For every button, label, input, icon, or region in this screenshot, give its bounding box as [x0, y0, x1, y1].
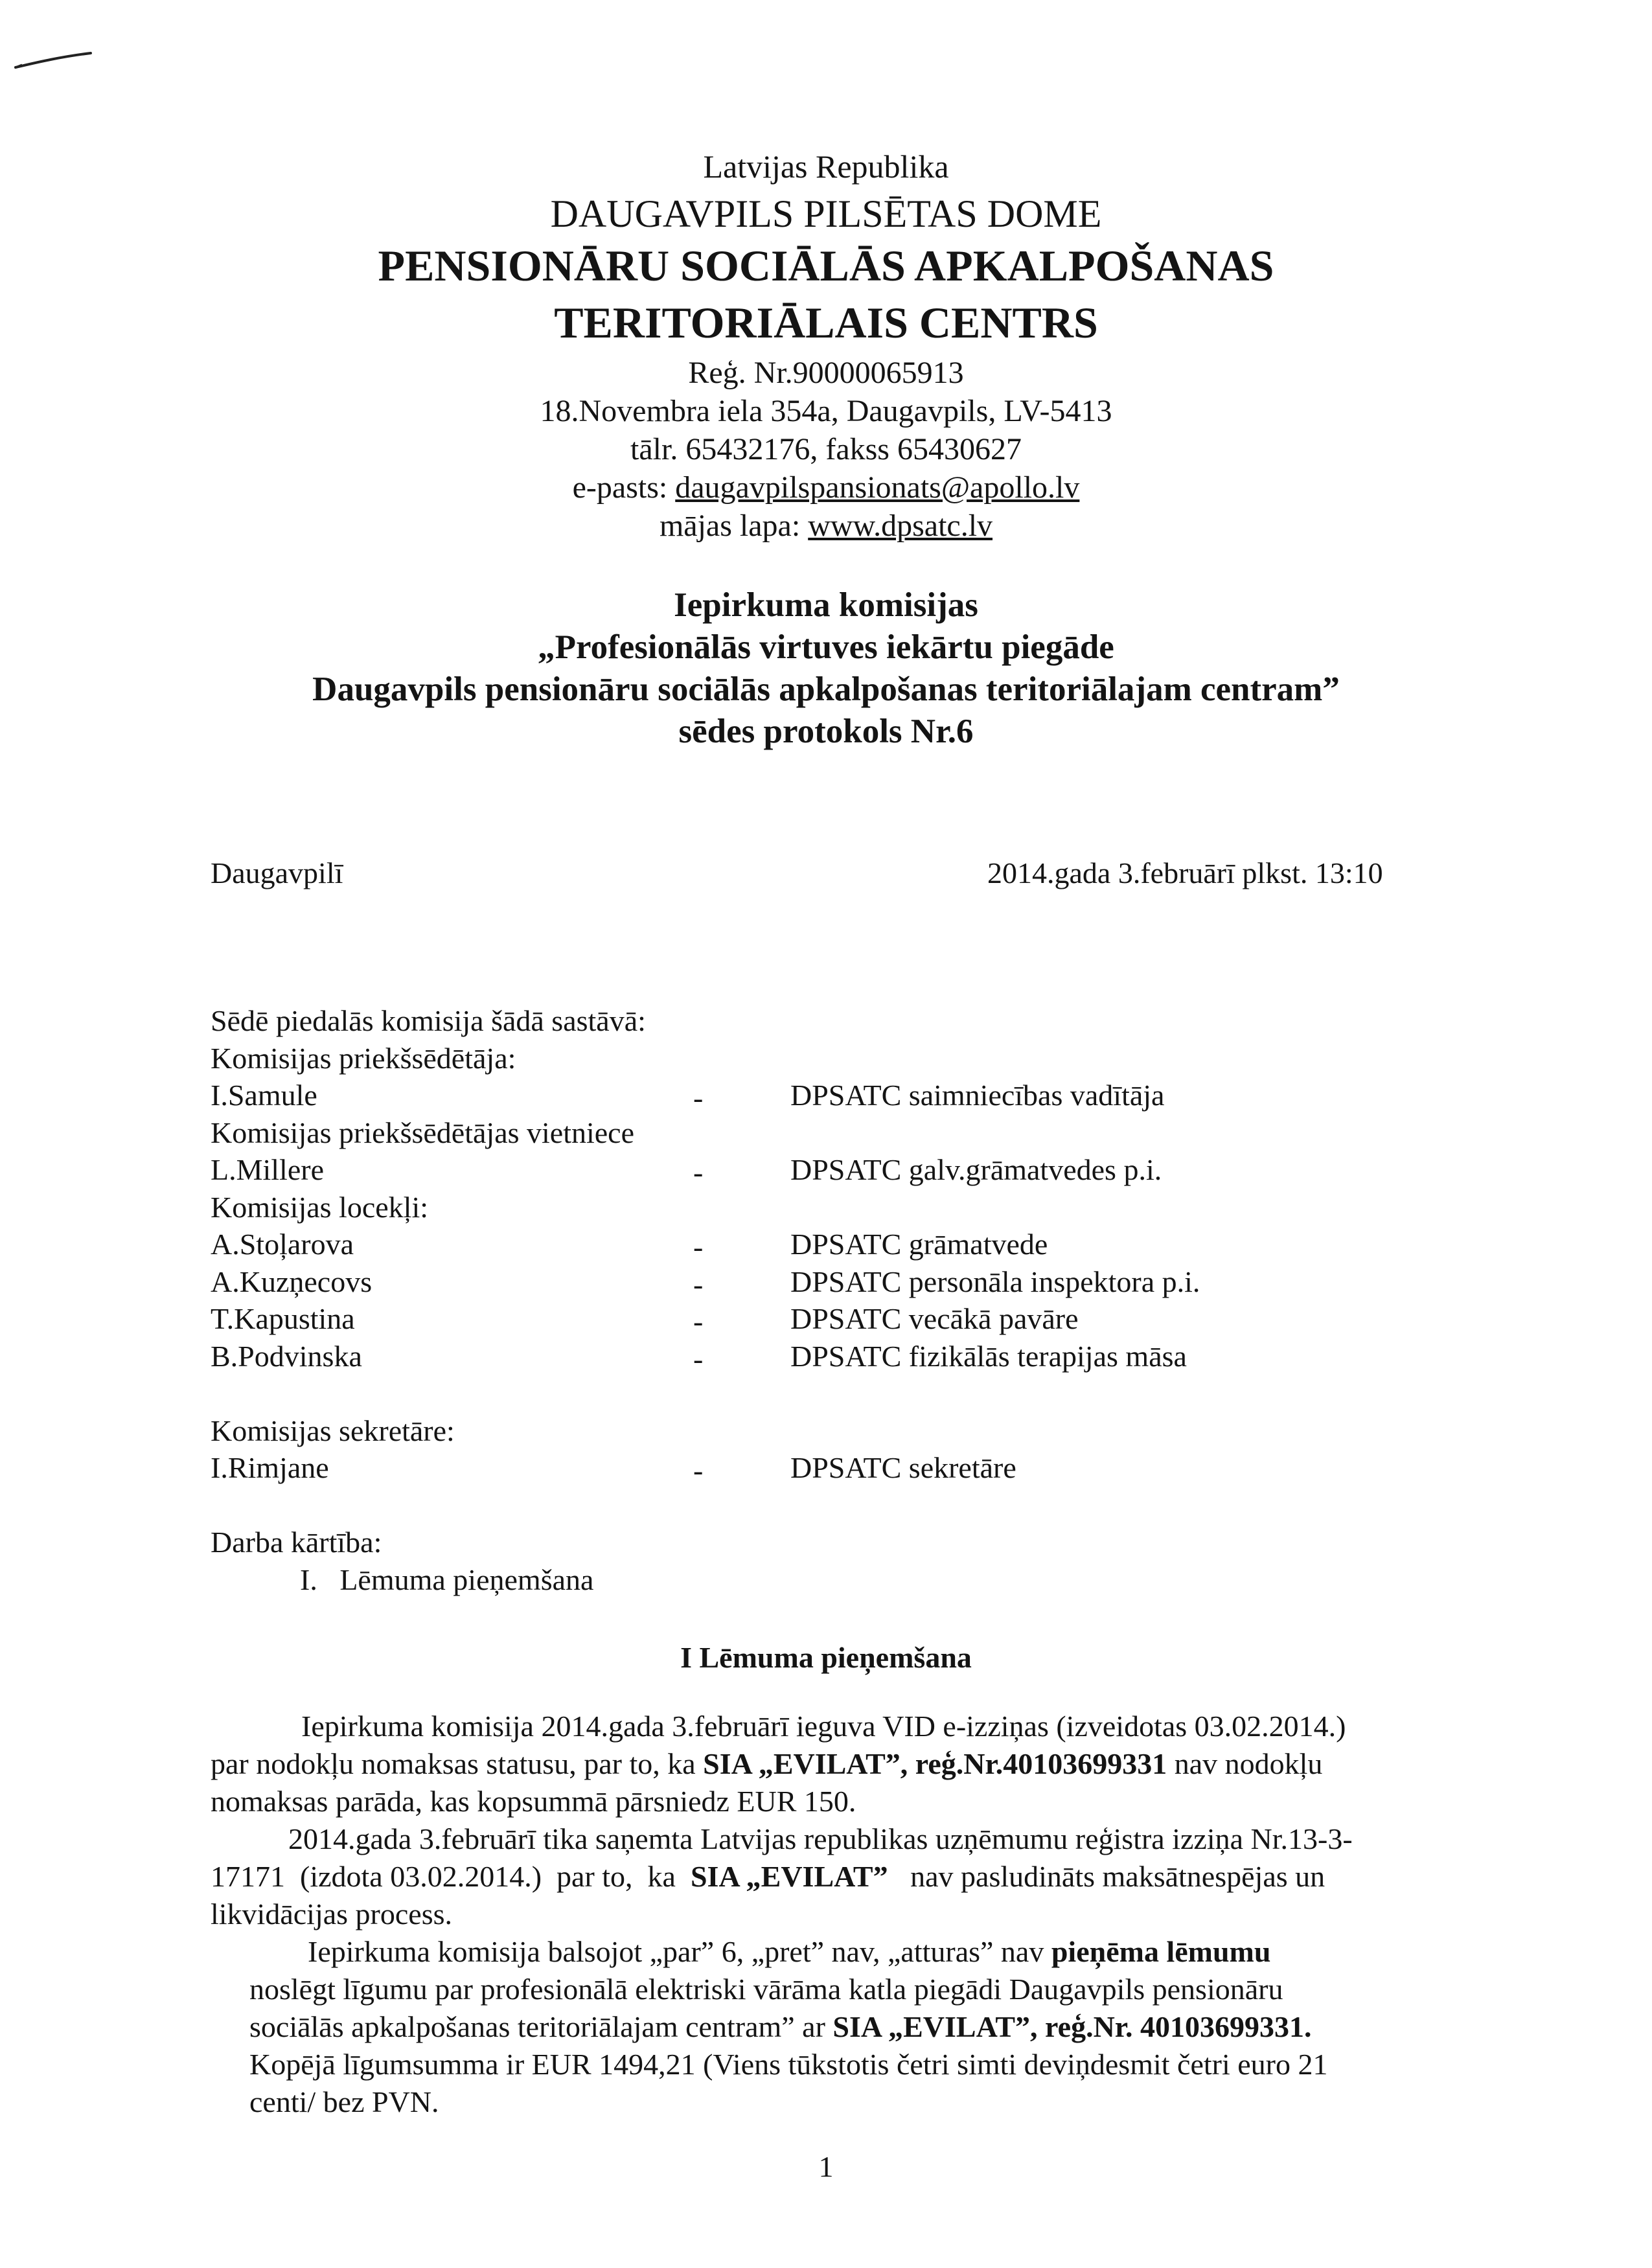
- paragraph-register-statement: [211, 1820, 1353, 1933]
- letterhead-centre-line1: PENSIONĀRU SOCIĀLĀS APKALPOŠANAS: [378, 241, 1274, 290]
- secretary-name: I.Rimjane: [211, 1451, 329, 1484]
- letterhead-centre-line2: TERITORIĀLAIS CENTRS: [554, 298, 1098, 347]
- letterhead-address: 18.Novembra iela 354a, Daugavpils, LV-5413: [540, 394, 1112, 428]
- secretary-dash: -: [693, 1454, 704, 1487]
- date-time: 2014.gada 3.februārī plkst. 13:10: [987, 856, 1383, 889]
- letterhead-phone: tālr. 65432176, fakss 65430627: [630, 432, 1022, 466]
- company-registration: SIA „EVILAT”, reģ.Nr.40103699331: [703, 1747, 1167, 1780]
- page-number: 1: [818, 2150, 834, 2183]
- paragraph-decision: [249, 1933, 1328, 2121]
- company-registration: SIA „EVILAT”, reģ.Nr. 40103699331.: [832, 2010, 1312, 2043]
- paragraph-line: noslēgt līgumu par profesionālā elektriski vārāma katla piegādi Daugavpils pensionāru: [249, 1973, 1283, 2006]
- paragraph-text: 17171 (izdota 03.02.2014.) par to, ka: [211, 1860, 691, 1893]
- vice-name: L.Millere: [211, 1153, 324, 1186]
- chair-role: DPSATC saimniecības vadītāja: [790, 1079, 1165, 1112]
- member-role: DPSATC personāla inspektora p.i.: [790, 1265, 1200, 1298]
- member-name: T.Kapustina: [211, 1302, 355, 1335]
- letterhead-council: DAUGAVPILS PILSĒTAS DOME: [550, 192, 1102, 235]
- title-line-4: sēdes protokols Nr.6: [678, 713, 974, 750]
- paragraph-text: nav pasludināts maksātnespējas un: [888, 1860, 1325, 1893]
- chair-name: I.Samule: [211, 1079, 317, 1112]
- place: Daugavpilī: [211, 856, 343, 889]
- paragraph-line: centi/ bez PVN.: [249, 2085, 439, 2118]
- paragraph-line: Iepirkuma komisija 2014.gada 3.februārī ieguva VID e-izziņas (izveidotas 03.02.2014.): [301, 1710, 1346, 1743]
- web-link[interactable]: www.dpsatc.lv: [808, 509, 993, 543]
- pen-stroke-mark: [6, 39, 97, 71]
- letterhead: [0, 150, 1652, 549]
- paragraph-text: sociālās apkalpošanas teritoriālajam centram” ar: [249, 2010, 833, 2043]
- member-name: B.Podvinska: [211, 1340, 362, 1373]
- member-dash: -: [693, 1305, 704, 1338]
- letterhead-country: Latvijas Republika: [703, 148, 949, 185]
- member-role: DPSATC grāmatvede: [790, 1228, 1048, 1261]
- title-line-2: „Profesionālās virtuves iekārtu piegāde: [538, 628, 1114, 666]
- decision-highlight: pieņēma lēmumu: [1051, 1935, 1271, 1968]
- members-label: Komisijas locekļi:: [211, 1191, 429, 1224]
- paragraph-text: par nodokļu nomaksas statusu, par to, ka: [211, 1747, 704, 1780]
- paragraph-line: nomaksas parāda, kas kopsummā pārsniedz EUR 150.: [211, 1785, 856, 1818]
- paragraph-line: [249, 2008, 1328, 2046]
- member-dash: -: [693, 1342, 704, 1375]
- email-link[interactable]: daugavpilspansionats@apollo.lv: [675, 470, 1080, 505]
- company-name: SIA „EVILAT”: [690, 1860, 888, 1893]
- section-heading: I Lēmuma pieņemšana: [680, 1641, 972, 1674]
- vice-dash: -: [693, 1156, 704, 1189]
- paragraph-vid-statement: [211, 1708, 1346, 1820]
- paragraph-text: nav nodokļu: [1167, 1747, 1323, 1780]
- paragraph-text: Iepirkuma komisija balsojot „par” 6, „pret” nav, „atturas” nav: [308, 1935, 1051, 1968]
- title-line-1: Iepirkuma komisijas: [674, 586, 978, 624]
- chair-dash: -: [693, 1081, 704, 1114]
- member-dash: -: [693, 1230, 704, 1263]
- vice-role: DPSATC galv.grāmatvedes p.i.: [790, 1153, 1162, 1186]
- paragraph-line: Kopējā līgumsumma ir EUR 1494,21 (Viens tūkstotis četri simti deviņdesmit četri euro 21: [249, 2048, 1328, 2081]
- secretary-label: Komisijas sekretāre:: [211, 1414, 455, 1447]
- member-role: DPSATC vecākā pavāre: [790, 1302, 1079, 1335]
- agenda-label: Darba kārtība:: [211, 1526, 382, 1559]
- letterhead-reg-number: Reģ. Nr.90000065913: [688, 356, 964, 390]
- document-title: [0, 588, 1652, 757]
- email-label: e-pasts:: [572, 470, 676, 505]
- paragraph-line: likvidācijas process.: [211, 1897, 453, 1930]
- paragraph-line: [211, 1858, 1353, 1896]
- member-name: A.Stoļarova: [211, 1228, 354, 1261]
- paragraph-line: 2014.gada 3.februārī tika saņemta Latvijas republikas uzņēmumu reģistra izziņa Nr.13-3-: [288, 1822, 1353, 1855]
- secretary-role: DPSATC sekretāre: [790, 1451, 1016, 1484]
- web-label: mājas lapa:: [659, 509, 809, 543]
- commission-intro: Sēdē piedalās komisija šādā sastāvā:: [211, 1004, 646, 1037]
- member-role: DPSATC fizikālās terapijas māsa: [790, 1340, 1187, 1373]
- paragraph-line: [211, 1745, 1346, 1783]
- member-name: A.Kuzņecovs: [211, 1265, 373, 1298]
- paragraph-line: [249, 1933, 1328, 1971]
- letterhead-web-line: [0, 510, 1652, 549]
- letterhead-email-line: [0, 472, 1652, 510]
- agenda-item: I. Lēmuma pieņemšana: [300, 1563, 594, 1596]
- chair-label: Komisijas priekšsēdētāja:: [211, 1042, 516, 1075]
- title-line-3: Daugavpils pensionāru sociālās apkalpošanas teritoriālajam centram”: [312, 670, 1340, 708]
- member-dash: -: [693, 1268, 704, 1301]
- vice-label: Komisijas priekšsēdētājas vietniece: [211, 1116, 635, 1149]
